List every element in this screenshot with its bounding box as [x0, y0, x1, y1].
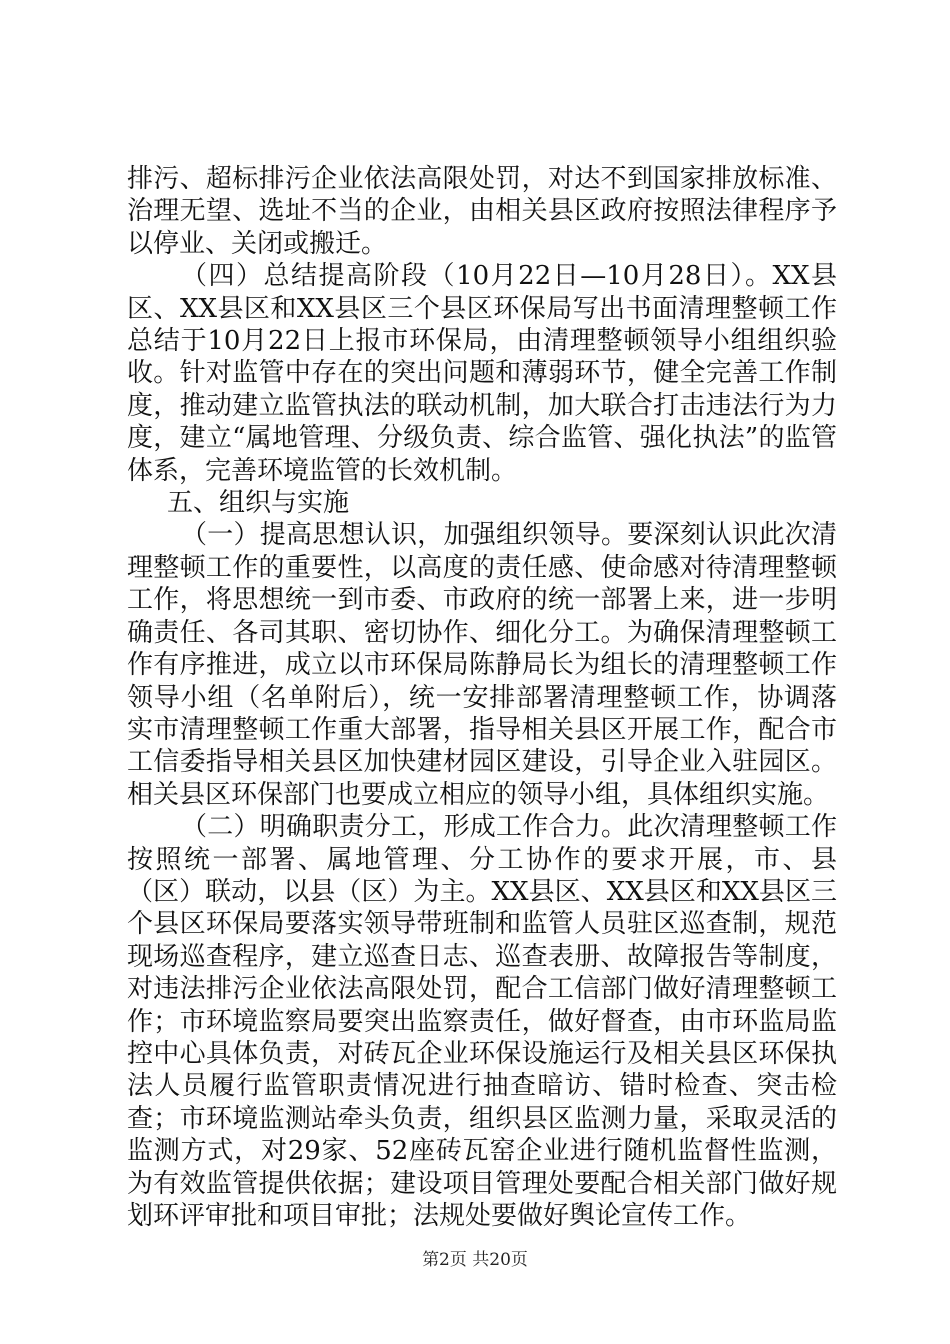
paragraph-continuation: 排污、超标排污企业依法高限处罚，对达不到国家排放标准、治理无望、选址不当的企业，由相关县区政府按照法律程序予以停业、关闭或搬迁。	[127, 164, 837, 259]
document-body	[127, 163, 837, 1232]
paragraph-responsibilities: （二）明确职责分工，形成工作合力。此次清理整顿工作按照统一部署、属地管理、分工协作的要求开展，市、县（区）联动，以县（区）为主。XX县区、XX县区和XX县区三个县区环保局要落实领导带班制和监管人员驻区巡查制，规范现场巡查程序，建立巡查日志、巡查表册、故障报告等制度，对违法排污企业依法高限处罚，配合工信部门做好清理整顿工作；市环境监察局要突出监察责任，做好督查，由市环监局监控中心具体负责，对砖瓦企业环保设施运行及相关县区环保执法人员履行监管职责情况进行抽查暗访、错时检查、突击检查；市环境监测站牵头负责，组织县区监测力量，采取灵活的监测方式，对29家、52座砖瓦窑企业进行随机监督性监测，为有效监管提供依据；建设项目管理处要配合相关部门做好规划环评审批和项目审批；法规处要做好舆论宣传工作。	[127, 812, 837, 1231]
paragraph-leadership: （一）提高思想认识，加强组织领导。要深刻认识此次清理整顿工作的重要性，以高度的责任感、使命感对待清理整顿工作，将思想统一到市委、市政府的统一部署上来，进一步明确责任、各司其职、密切协作、细化分工。为确保清理整顿工作有序推进，成立以市环保局陈静局长为组长的清理整顿工作领导小组（名单附后），统一安排部署清理整顿工作，协调落实市清理整顿工作重大部署，指导相关县区开展工作，配合市工信委指导相关县区加快建材园区建设，引导企业入驻园区。相关县区环保部门也要成立相应的领导小组，具体组织实施。	[127, 520, 837, 810]
section-heading-organization: 五、组织与实施	[167, 488, 350, 519]
page-number-footer: 第2页 共20页	[422, 1250, 528, 1270]
paragraph-phase-four: （四）总结提高阶段（10月22日—10月28日）。XX县区、XX县区和XX县区三个县区环保局写出书面清理整顿工作总结于10月22日上报市环保局，由清理整顿领导小组组织验收。针对监管中存在的突出问题和薄弱环节，健全完善工作制度，推动建立监管执法的联动机制，加大联合打击违法行为力度，建立“属地管理、分级负责、综合监管、强化执法”的监管体系，完善环境监管的长效机制。	[127, 261, 837, 486]
